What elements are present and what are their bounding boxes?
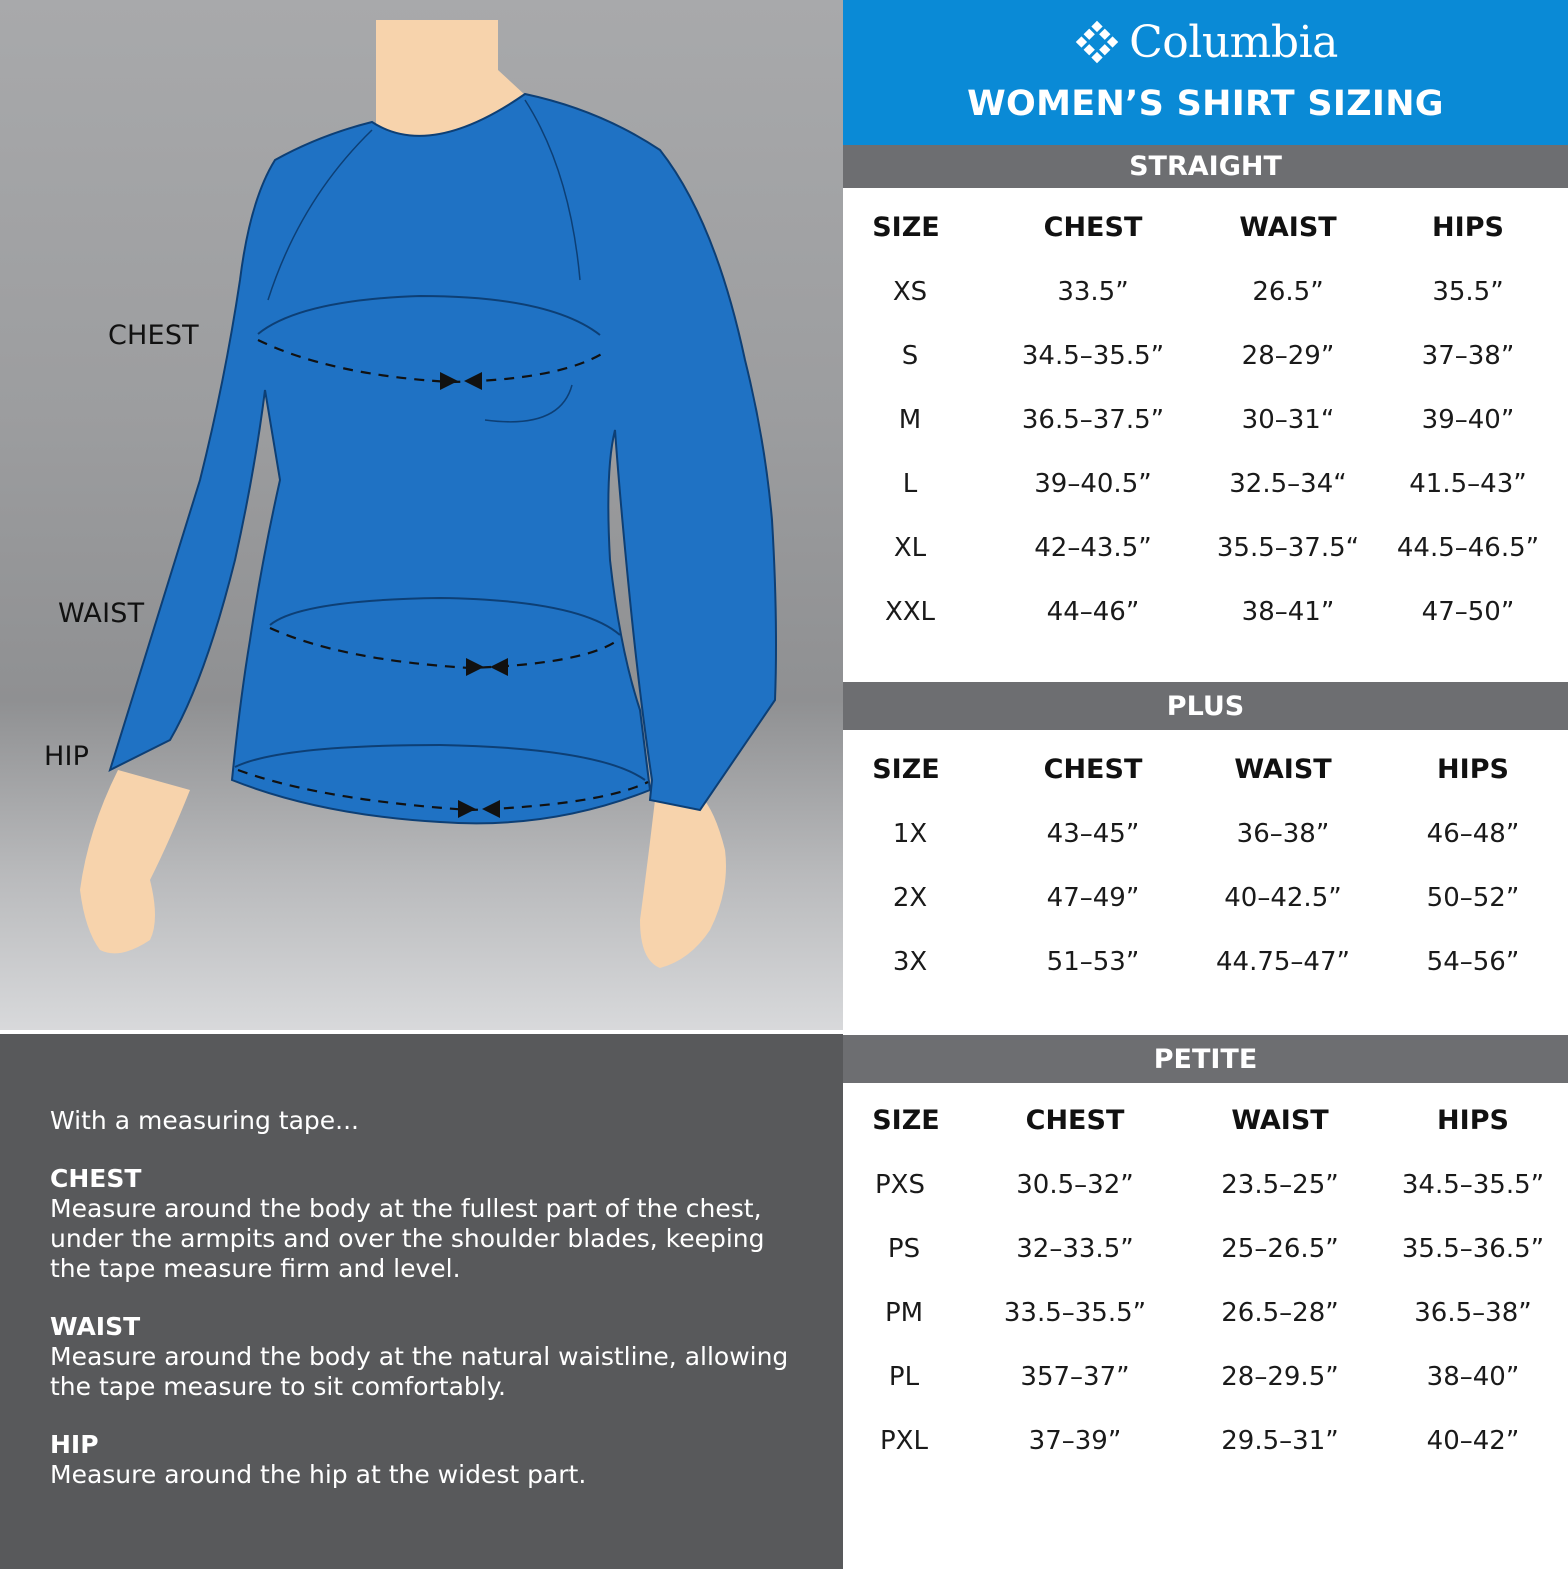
table-row (843, 1409, 1568, 1473)
cell-size: PM (884, 1298, 924, 1328)
cell-hips: 36.5–38” (1414, 1298, 1532, 1328)
cell-size: XS (892, 277, 928, 307)
cell-waist: 35.5–37.5“ (1216, 533, 1360, 563)
header-hips: HIPS (1432, 212, 1504, 243)
cell-waist: 38–41” (1241, 597, 1335, 627)
table-header-row (843, 738, 1568, 802)
cell-hips: 54–56” (1426, 947, 1520, 977)
instruction-body: Measure around the hip at the widest part. (50, 1460, 587, 1489)
header-hips: HIPS (1437, 1105, 1509, 1136)
chest-label: CHEST (108, 320, 199, 351)
measuring-instructions (0, 1034, 843, 1569)
cell-hips: 37–38” (1421, 341, 1515, 371)
header-waist: WAIST (1231, 1105, 1329, 1136)
cell-hips: 44.5–46.5” (1396, 533, 1540, 563)
instruction-hip (50, 1430, 793, 1490)
cell-chest: 51–53” (1046, 947, 1140, 977)
cell-size: XXL (884, 597, 936, 627)
columbia-logo (843, 14, 1568, 70)
instruction-body: Measure around the body at the fullest part of the chest, under the armpits and over the shoulder blades, keeping the tape measure firm and level. (50, 1194, 765, 1283)
table-row (843, 580, 1568, 644)
cell-waist: 26.5” (1252, 277, 1324, 307)
instruction-title: WAIST (50, 1312, 141, 1341)
cell-chest: 32–33.5” (1016, 1234, 1134, 1264)
cell-chest: 33.5–35.5” (1003, 1298, 1147, 1328)
cell-chest: 43–45” (1046, 819, 1140, 849)
header-size: SIZE (872, 754, 940, 785)
cell-chest: 30.5–32” (1016, 1170, 1134, 1200)
header-chest: CHEST (1043, 212, 1143, 243)
brand-header (843, 0, 1568, 145)
columbia-diamond-icon (1073, 18, 1121, 66)
cell-hips: 50–52” (1426, 883, 1520, 913)
cell-waist: 30–31“ (1241, 405, 1335, 435)
instructions-intro: With a measuring tape... (50, 1106, 359, 1135)
cell-waist: 23.5–25” (1221, 1170, 1339, 1200)
cell-size: PXS (875, 1170, 925, 1200)
cell-size: 3X (892, 947, 928, 977)
cell-waist: 44.75–47” (1216, 947, 1350, 977)
waist-label: WAIST (58, 598, 145, 629)
cell-waist: 40–42.5” (1224, 883, 1342, 913)
cell-size: PL (888, 1362, 920, 1392)
cell-chest: 357–37” (1020, 1362, 1130, 1392)
table-row (843, 1281, 1568, 1345)
page-title: WOMEN’S SHIRT SIZING (967, 84, 1444, 124)
table-row (843, 516, 1568, 580)
header-size: SIZE (872, 212, 940, 243)
table-title-plus: PLUS (843, 682, 1568, 730)
table-title-straight: STRAIGHT (843, 145, 1568, 188)
shirt-illustration-panel (0, 0, 843, 1030)
cell-size: 2X (892, 883, 928, 913)
cell-chest: 44–46” (1046, 597, 1140, 627)
cell-hips: 38–40” (1426, 1362, 1520, 1392)
cell-size: M (898, 405, 922, 435)
table-row (843, 1345, 1568, 1409)
cell-chest: 33.5” (1057, 277, 1129, 307)
table-row (843, 1217, 1568, 1281)
shirt-illustration (0, 0, 843, 1030)
header-waist: WAIST (1239, 212, 1337, 243)
cell-waist: 25–26.5” (1221, 1234, 1339, 1264)
table-row (843, 930, 1568, 994)
table-header-row (843, 1089, 1568, 1153)
cell-size: S (901, 341, 919, 371)
cell-waist: 32.5–34“ (1229, 469, 1347, 499)
cell-waist: 26.5–28” (1221, 1298, 1339, 1328)
header-size: SIZE (872, 1105, 940, 1136)
columbia-wordmark: Columbia (1129, 16, 1338, 68)
cell-chest: 42–43.5” (1034, 533, 1152, 563)
header-hips: HIPS (1437, 754, 1509, 785)
hip-label: HIP (44, 741, 90, 772)
cell-hips: 41.5–43” (1409, 469, 1527, 499)
header-chest: CHEST (1043, 754, 1143, 785)
cell-waist: 28–29.5” (1221, 1362, 1339, 1392)
cell-waist: 36–38” (1236, 819, 1330, 849)
header-chest: CHEST (1025, 1105, 1125, 1136)
table-row (843, 866, 1568, 930)
table-row (843, 388, 1568, 452)
cell-size: 1X (892, 819, 928, 849)
cell-waist: 28–29” (1241, 341, 1335, 371)
cell-chest: 47–49” (1046, 883, 1140, 913)
header-waist: WAIST (1234, 754, 1332, 785)
cell-hips: 40–42” (1426, 1426, 1520, 1456)
cell-size: PXL (880, 1426, 928, 1456)
table-row (843, 802, 1568, 866)
cell-chest: 34.5–35.5” (1021, 341, 1165, 371)
cell-size: XL (893, 533, 927, 563)
instruction-title: HIP (50, 1430, 99, 1459)
table-row (843, 452, 1568, 516)
cell-hips: 34.5–35.5” (1401, 1170, 1545, 1200)
table-header-row (843, 196, 1568, 260)
cell-hips: 39–40” (1421, 405, 1515, 435)
table-row (843, 260, 1568, 324)
cell-chest: 39–40.5” (1034, 469, 1152, 499)
cell-hips: 47–50” (1421, 597, 1515, 627)
table-row (843, 324, 1568, 388)
instruction-waist (50, 1312, 793, 1402)
cell-size: PS (887, 1234, 921, 1264)
cell-chest: 36.5–37.5” (1021, 405, 1165, 435)
cell-hips: 35.5–36.5” (1401, 1234, 1545, 1264)
cell-size: L (902, 469, 918, 499)
table-row (843, 1153, 1568, 1217)
cell-hips: 35.5” (1432, 277, 1504, 307)
instruction-chest (50, 1164, 793, 1284)
instruction-title: CHEST (50, 1164, 142, 1193)
cell-waist: 29.5–31” (1221, 1426, 1339, 1456)
instruction-body: Measure around the body at the natural waistline, allowing the tape measure to sit comfortably. (50, 1342, 789, 1401)
cell-chest: 37–39” (1028, 1426, 1122, 1456)
table-title-petite: PETITE (843, 1035, 1568, 1083)
cell-hips: 46–48” (1426, 819, 1520, 849)
